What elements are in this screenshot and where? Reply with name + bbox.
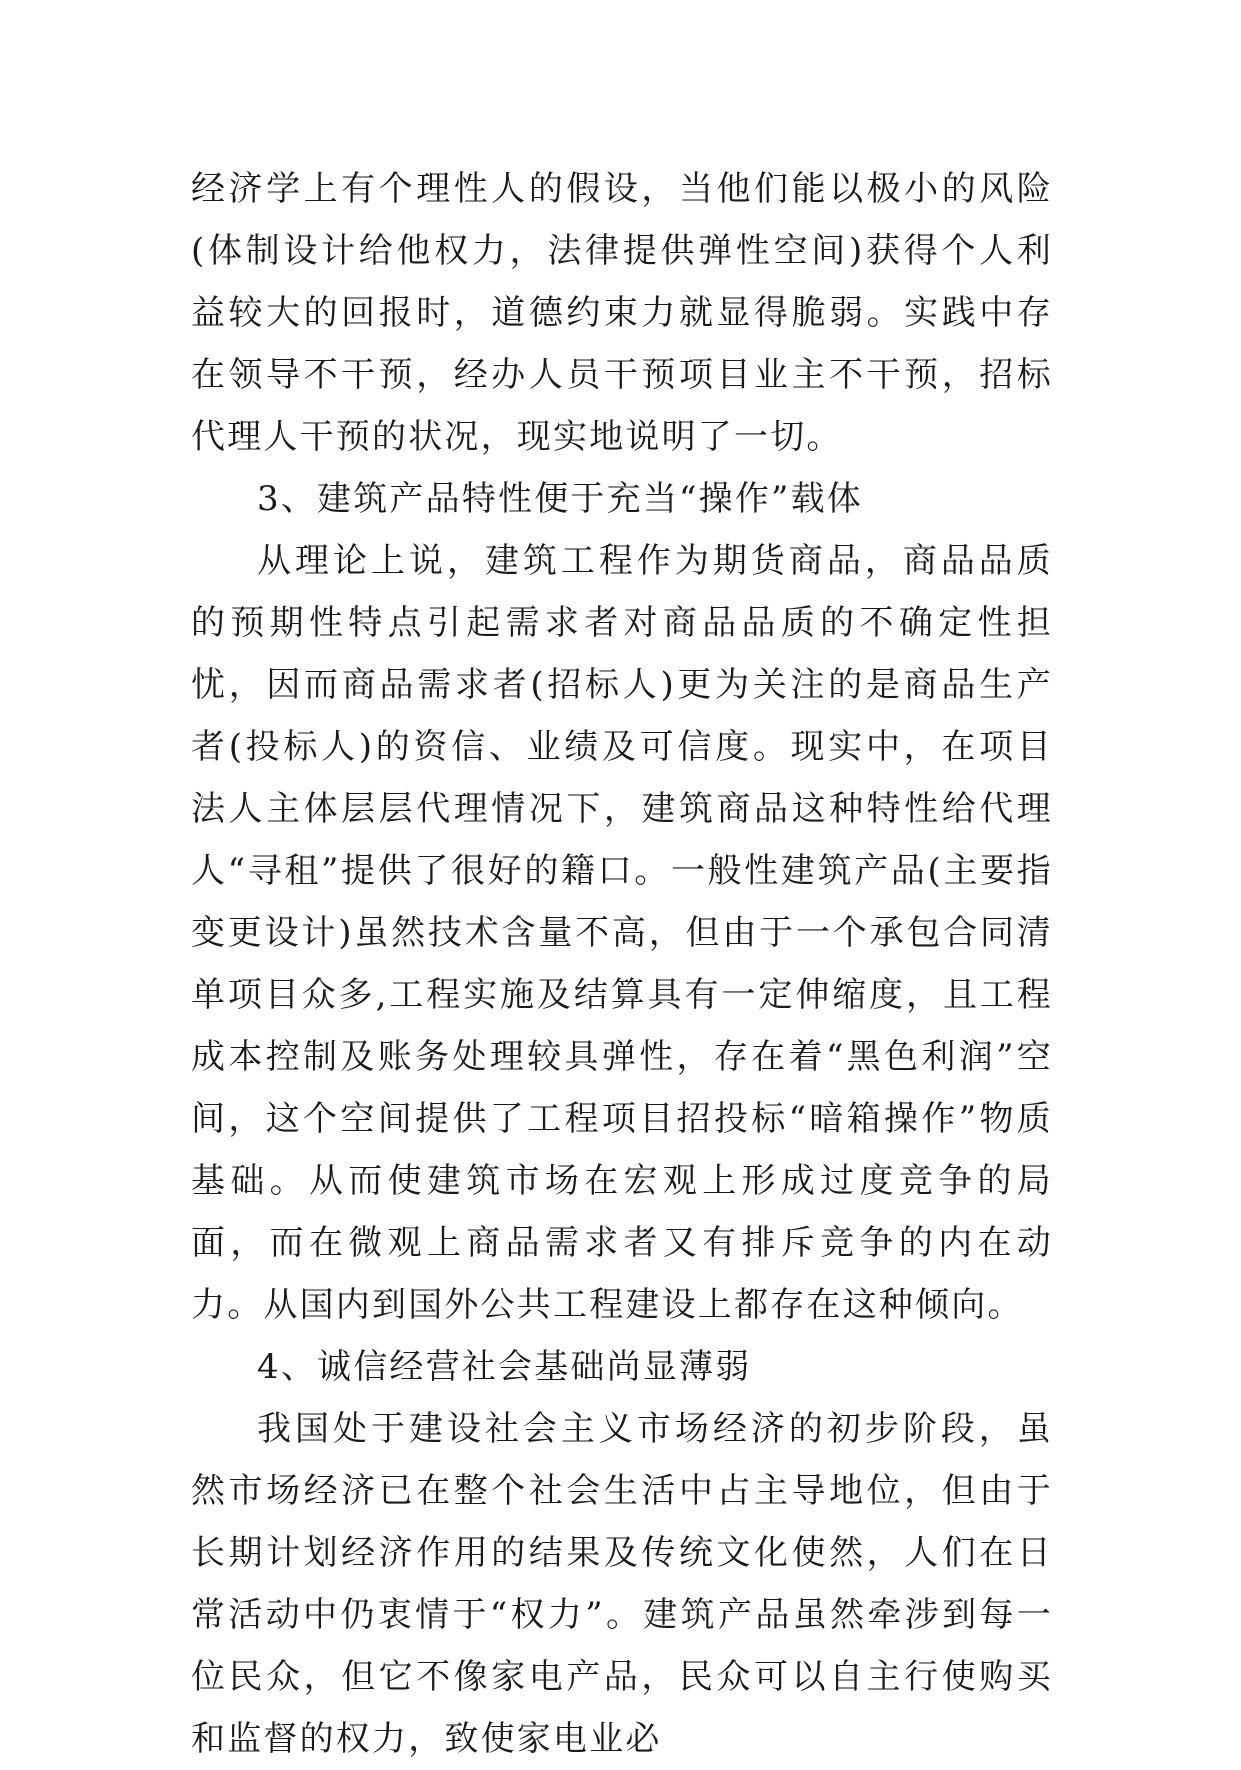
document-body: [191, 158, 1053, 1770]
section-heading-4: 4、诚信经营社会基础尚显薄弱: [257, 1347, 752, 1387]
section-heading-3: 3、建筑产品特性便于充当“操作”载体: [257, 479, 863, 519]
paragraph-construction-product: 从理论上说，建筑工程作为期货商品，商品品质的预期性特点引起需求者对商品品质的不确定性担忧，因而商品需求者(招标人)更为关注的是商品生产者(投标人)的资信、业绩及可信度。现实中，在项目法人主体层层代理情况下，建筑商品这种特性给代理人“寻租”提供了很好的籍口。一般性建筑产品(主要指变更设计)虽然技术含量不高，但由于一个承包合同清单项目众多,工程实施及结算具有一定伸缩度，且工程成本控制及账务处理较具弹性，存在着“黑色利润”空间，这个空间提供了工程项目招投标“暗箱操作”物质基础。从而使建筑市场在宏观上形成过度竞争的局面，而在微观上商品需求者又有排斥竞争的内在动力。从国内到国外公共工程建设上都存在这种倾向。: [191, 541, 1053, 1325]
paragraph-rational-person: 经济学上有个理性人的假设，当他们能以极小的风险(体制设计给他权力，法律提供弹性空间)获得个人利益较大的回报时，道德约束力就显得脆弱。实践中存在领导不干预，经办人员干预项目业主不干预，招标代理人干预的状况，现实地说明了一切。: [191, 169, 1053, 457]
paragraph-integrity-basis: 我国处于建设社会主义市场经济的初步阶段，虽然市场经济已在整个社会生活中占主导地位，但由于长期计划经济作用的结果及传统文化使然，人们在日常活动中仍衷情于“权力”。建筑产品虽然牵涉到每一位民众，但它不像家电产品，民众可以自主行使购买和监督的权力，致使家电业必: [191, 1409, 1053, 1759]
